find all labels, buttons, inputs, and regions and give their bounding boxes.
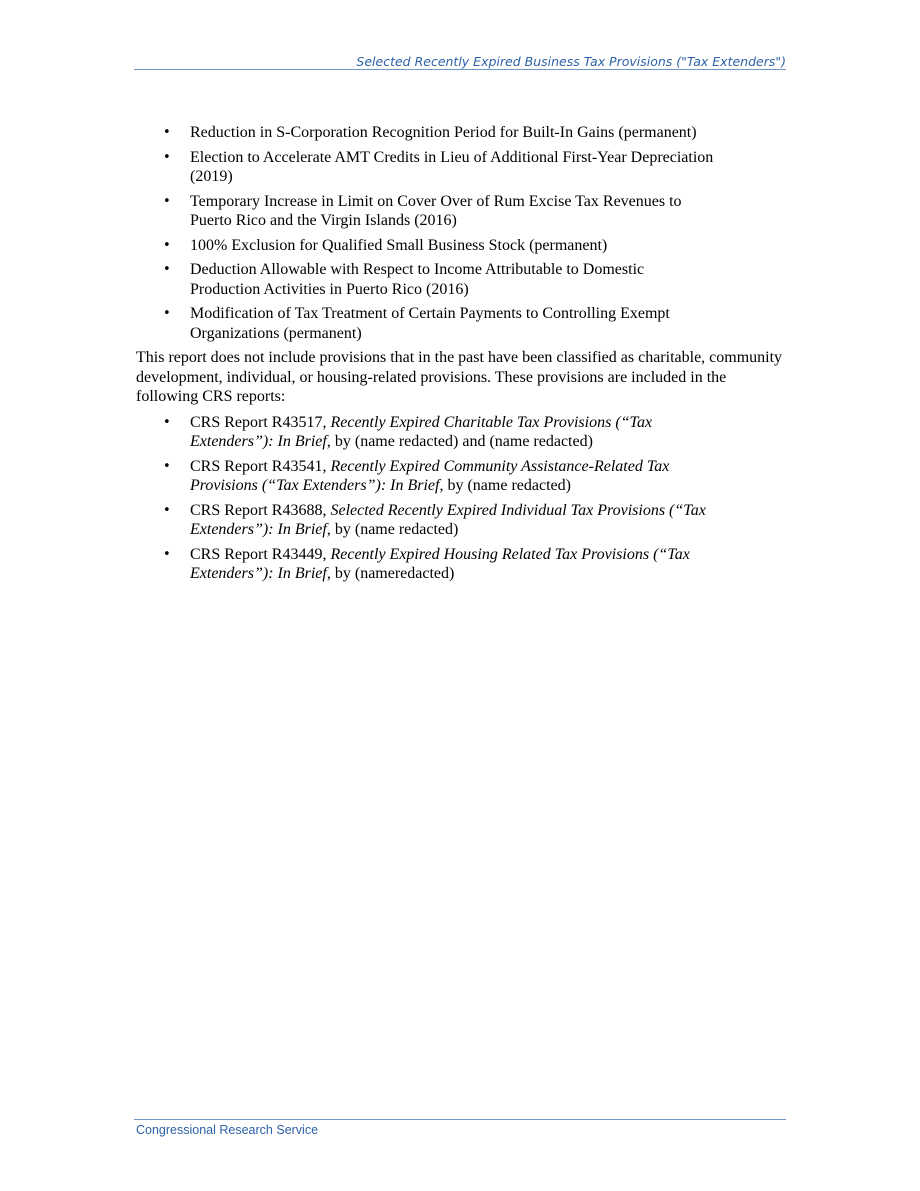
running-header: Selected Recently Expired Business Tax Provisions ("Tax Extenders"): [356, 54, 786, 69]
bullet-icon: •: [163, 414, 171, 430]
report-authors: , by (nameredacted): [326, 565, 455, 582]
report-title: Recently Expired Charitable Tax Provisions (“Tax Extenders”): In Brief: [190, 413, 653, 450]
bullet-icon: •: [163, 458, 171, 474]
bullet-icon: •: [163, 502, 171, 518]
report-number: CRS Report R43541,: [190, 457, 331, 475]
list-item: [136, 545, 788, 584]
provision-text: Deduction Allowable with Respect to Income Attributable to Domestic Production Activities in Puerto Rico (2016): [190, 261, 645, 298]
bullet-icon: •: [163, 149, 171, 165]
provision-text: Reduction in S-Corporation Recognition Period for Built-In Gains (permanent): [190, 124, 697, 141]
report-authors: , by (name redacted) and (name redacted): [326, 433, 593, 450]
list-item: [136, 236, 788, 256]
header-rule: [134, 69, 786, 70]
report-authors: , by (name redacted): [439, 477, 571, 494]
report-number: CRS Report R43688,: [190, 501, 331, 519]
bullet-icon: •: [163, 193, 171, 209]
provision-text: Modification of Tax Treatment of Certain Payments to Controlling Exempt Organizations (permanent): [190, 305, 670, 342]
provision-text: 100% Exclusion for Qualified Small Business Stock (permanent): [190, 236, 608, 254]
report-number: CRS Report R43517,: [190, 413, 331, 431]
body-paragraph: This report does not include provisions that in the past have been classified as charitable, community development, individual, or housing-related provisions. These provisions are included in the following CRS reports:: [136, 349, 783, 405]
list-item: [136, 413, 788, 452]
footer-organization: Congressional Research Service: [136, 1123, 319, 1137]
footer-rule: [134, 1119, 786, 1120]
bullet-icon: •: [163, 262, 171, 277]
report-authors: , by (name redacted): [326, 521, 459, 538]
list-item: [136, 260, 788, 299]
body-content: [136, 123, 788, 589]
report-title: Selected Recently Expired Individual Tax Provisions (“Tax Extenders”): In Brief: [190, 501, 706, 538]
bullet-icon: •: [163, 546, 171, 562]
provision-text: Temporary Increase in Limit on Cover Over of Rum Excise Tax Revenues to Puerto Rico and the Virgin Islands (2016): [190, 192, 682, 229]
bullet-icon: •: [163, 306, 171, 321]
provisions-list: [136, 123, 788, 343]
list-item: [136, 457, 788, 496]
report-title: Recently Expired Housing Related Tax Provisions (“Tax Extenders”): In Brief: [190, 545, 690, 582]
list-item: [136, 148, 788, 187]
crs-reports-list: [136, 413, 788, 584]
bullet-icon: •: [163, 125, 171, 140]
report-number: CRS Report R43449,: [190, 545, 331, 563]
report-title: Recently Expired Community Assistance-Related Tax Provisions (“Tax Extenders”): In Brief: [190, 457, 670, 494]
bullet-icon: •: [163, 237, 171, 253]
provision-text: Election to Accelerate AMT Credits in Lieu of Additional First-Year Depreciation (2019): [190, 148, 714, 185]
list-item: [136, 304, 788, 343]
list-item: [136, 123, 788, 143]
list-item: [136, 501, 788, 540]
list-item: [136, 192, 788, 231]
